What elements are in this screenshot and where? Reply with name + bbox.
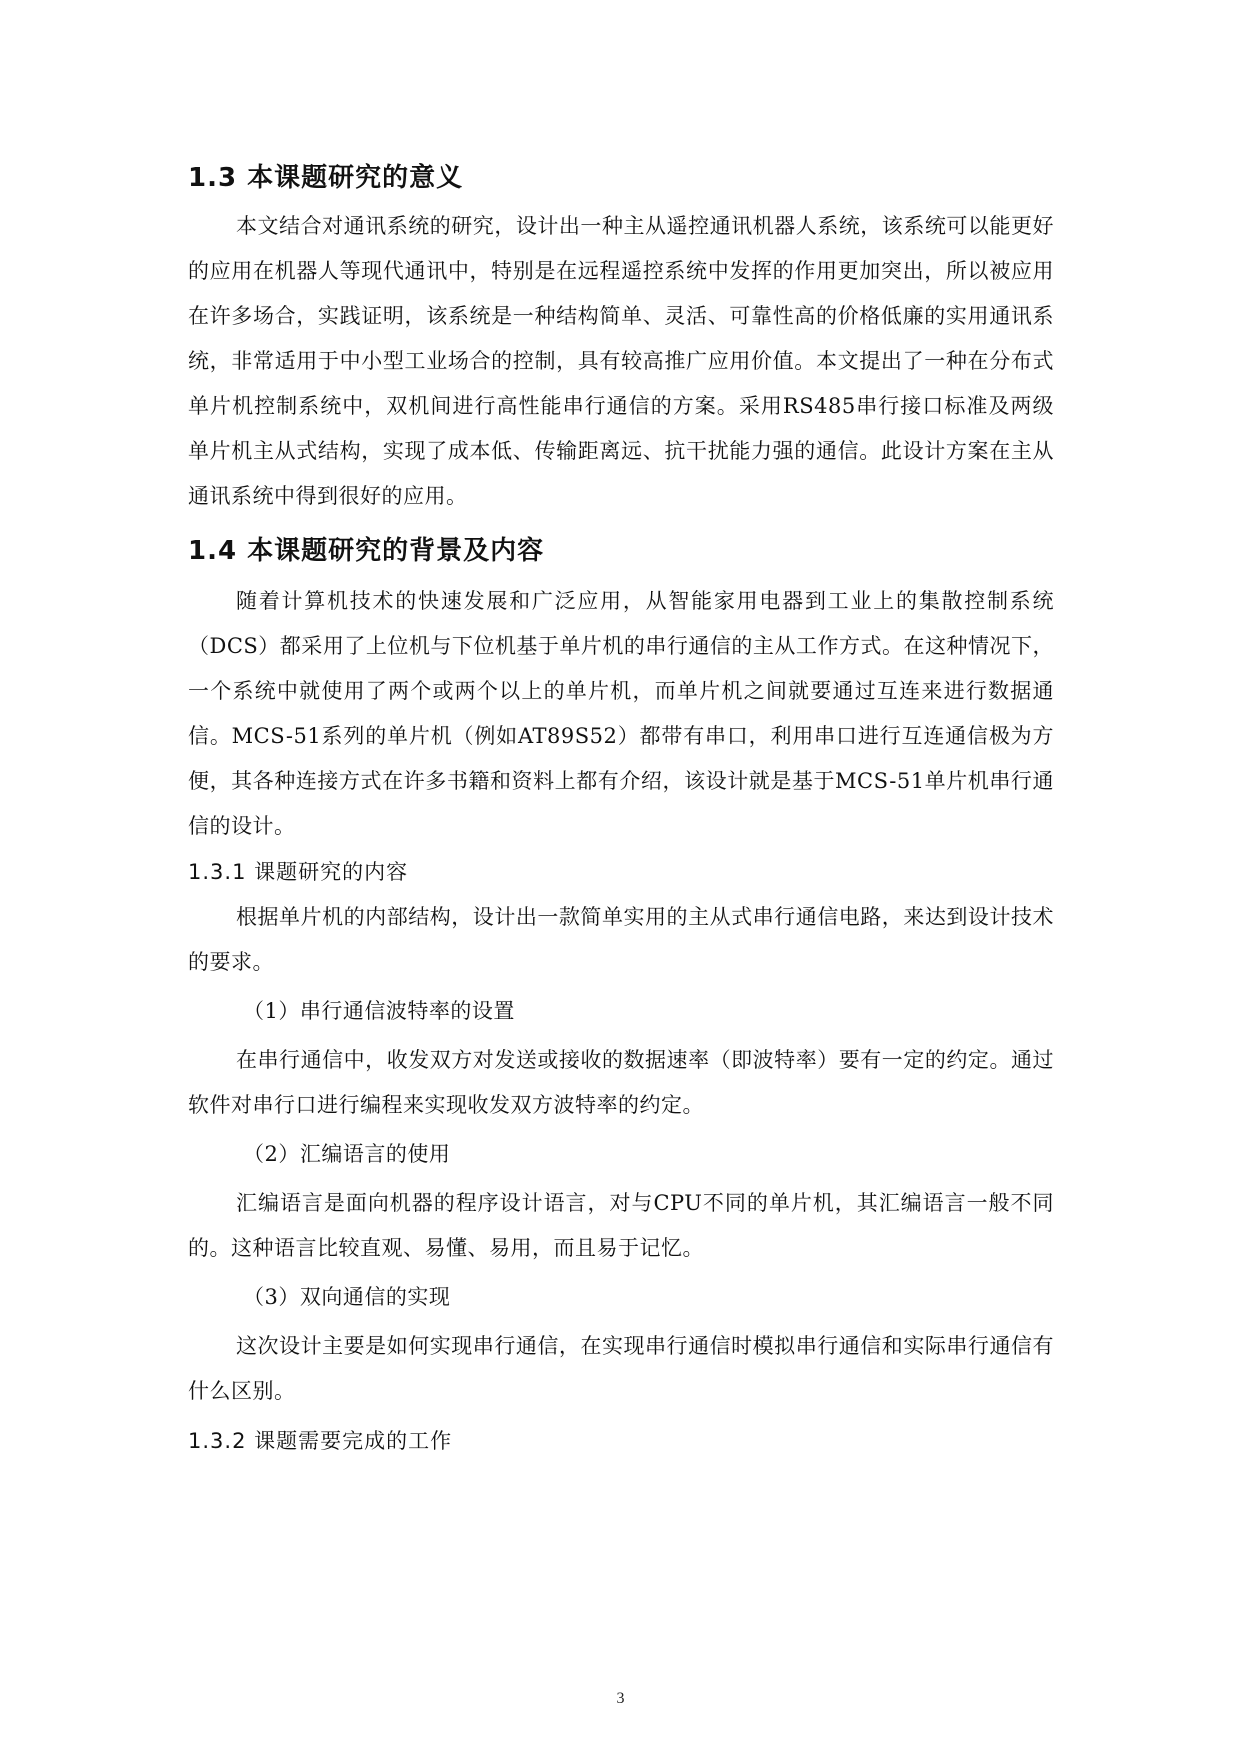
item-label-2: （2）汇编语言的使用 — [243, 1142, 451, 1166]
item-text-2: 汇编语言是面向机器的程序设计语言，对与CPU不同的单片机，其汇编语言一般不同的。这种语言比较直观、易懂、易用，而且易于记忆。 — [188, 1191, 1054, 1260]
subsection-heading-1-3-1: 1.3.1 课题研究的内容 — [188, 860, 409, 884]
subsection-heading-1-3-2: 1.3.2 课题需要完成的工作 — [188, 1429, 453, 1453]
subsection-1-3-1-intro: 根据单片机的内部结构，设计出一款简单实用的主从式串行通信电路，来达到设计技术的要求。 — [188, 905, 1054, 974]
section-1-3-paragraph: 本文结合对通讯系统的研究，设计出一种主从遥控通讯机器人系统，该系统可以能更好的应用在机器人等现代通讯中，特别是在远程遥控系统中发挥的作用更加突出，所以被应用在许多场合，实践证明，该系统是一种结构简单、灵活、可靠性高的价格低廉的实用通讯系统，非常适用于中小型工业场合的控制，具有较高推广应用价值。本文提出了一种在分布式单片机控制系统中，双机间进行高性能串行通信的方案。采用RS485串行接口标准及两级单片机主从式结构，实现了成本低、传输距离远、抗干扰能力强的通信。此设计方案在主从通讯系统中得到很好的应用。 — [188, 214, 1054, 508]
item-label-1: （1）串行通信波特率的设置 — [243, 999, 515, 1023]
item-text-1: 在串行通信中，收发双方对发送或接收的数据速率（即波特率）要有一定的约定。通过软件对串行口进行编程来实现收发双方波特率的约定。 — [188, 1048, 1054, 1117]
page-number: 3 — [616, 1690, 625, 1707]
section-1-4-paragraph: 随着计算机技术的快速发展和广泛应用，从智能家用电器到工业上的集散控制系统（DCS）都采用了上位机与下位机基于单片机的串行通信的主从工作方式。在这种情况下，一个系统中就使用了两个或两个以上的单片机，而单片机之间就要通过互连来进行数据通信。MCS-51系列的单片机（例如AT89S52）都带有串口，利用串口进行互连通信极为方便，其各种连接方式在许多书籍和资料上都有介绍，该设计就是基于MCS-51单片机串行通信的设计。 — [188, 589, 1054, 838]
item-label-3: （3）双向通信的实现 — [243, 1285, 451, 1309]
page-content — [188, 160, 1054, 1458]
section-heading-1-3: 1.3 本课题研究的意义 — [188, 163, 464, 193]
section-heading-1-4: 1.4 本课题研究的背景及内容 — [188, 536, 545, 566]
item-text-3: 这次设计主要是如何实现串行通信，在实现串行通信时模拟串行通信和实际串行通信有什么区别。 — [188, 1334, 1054, 1403]
